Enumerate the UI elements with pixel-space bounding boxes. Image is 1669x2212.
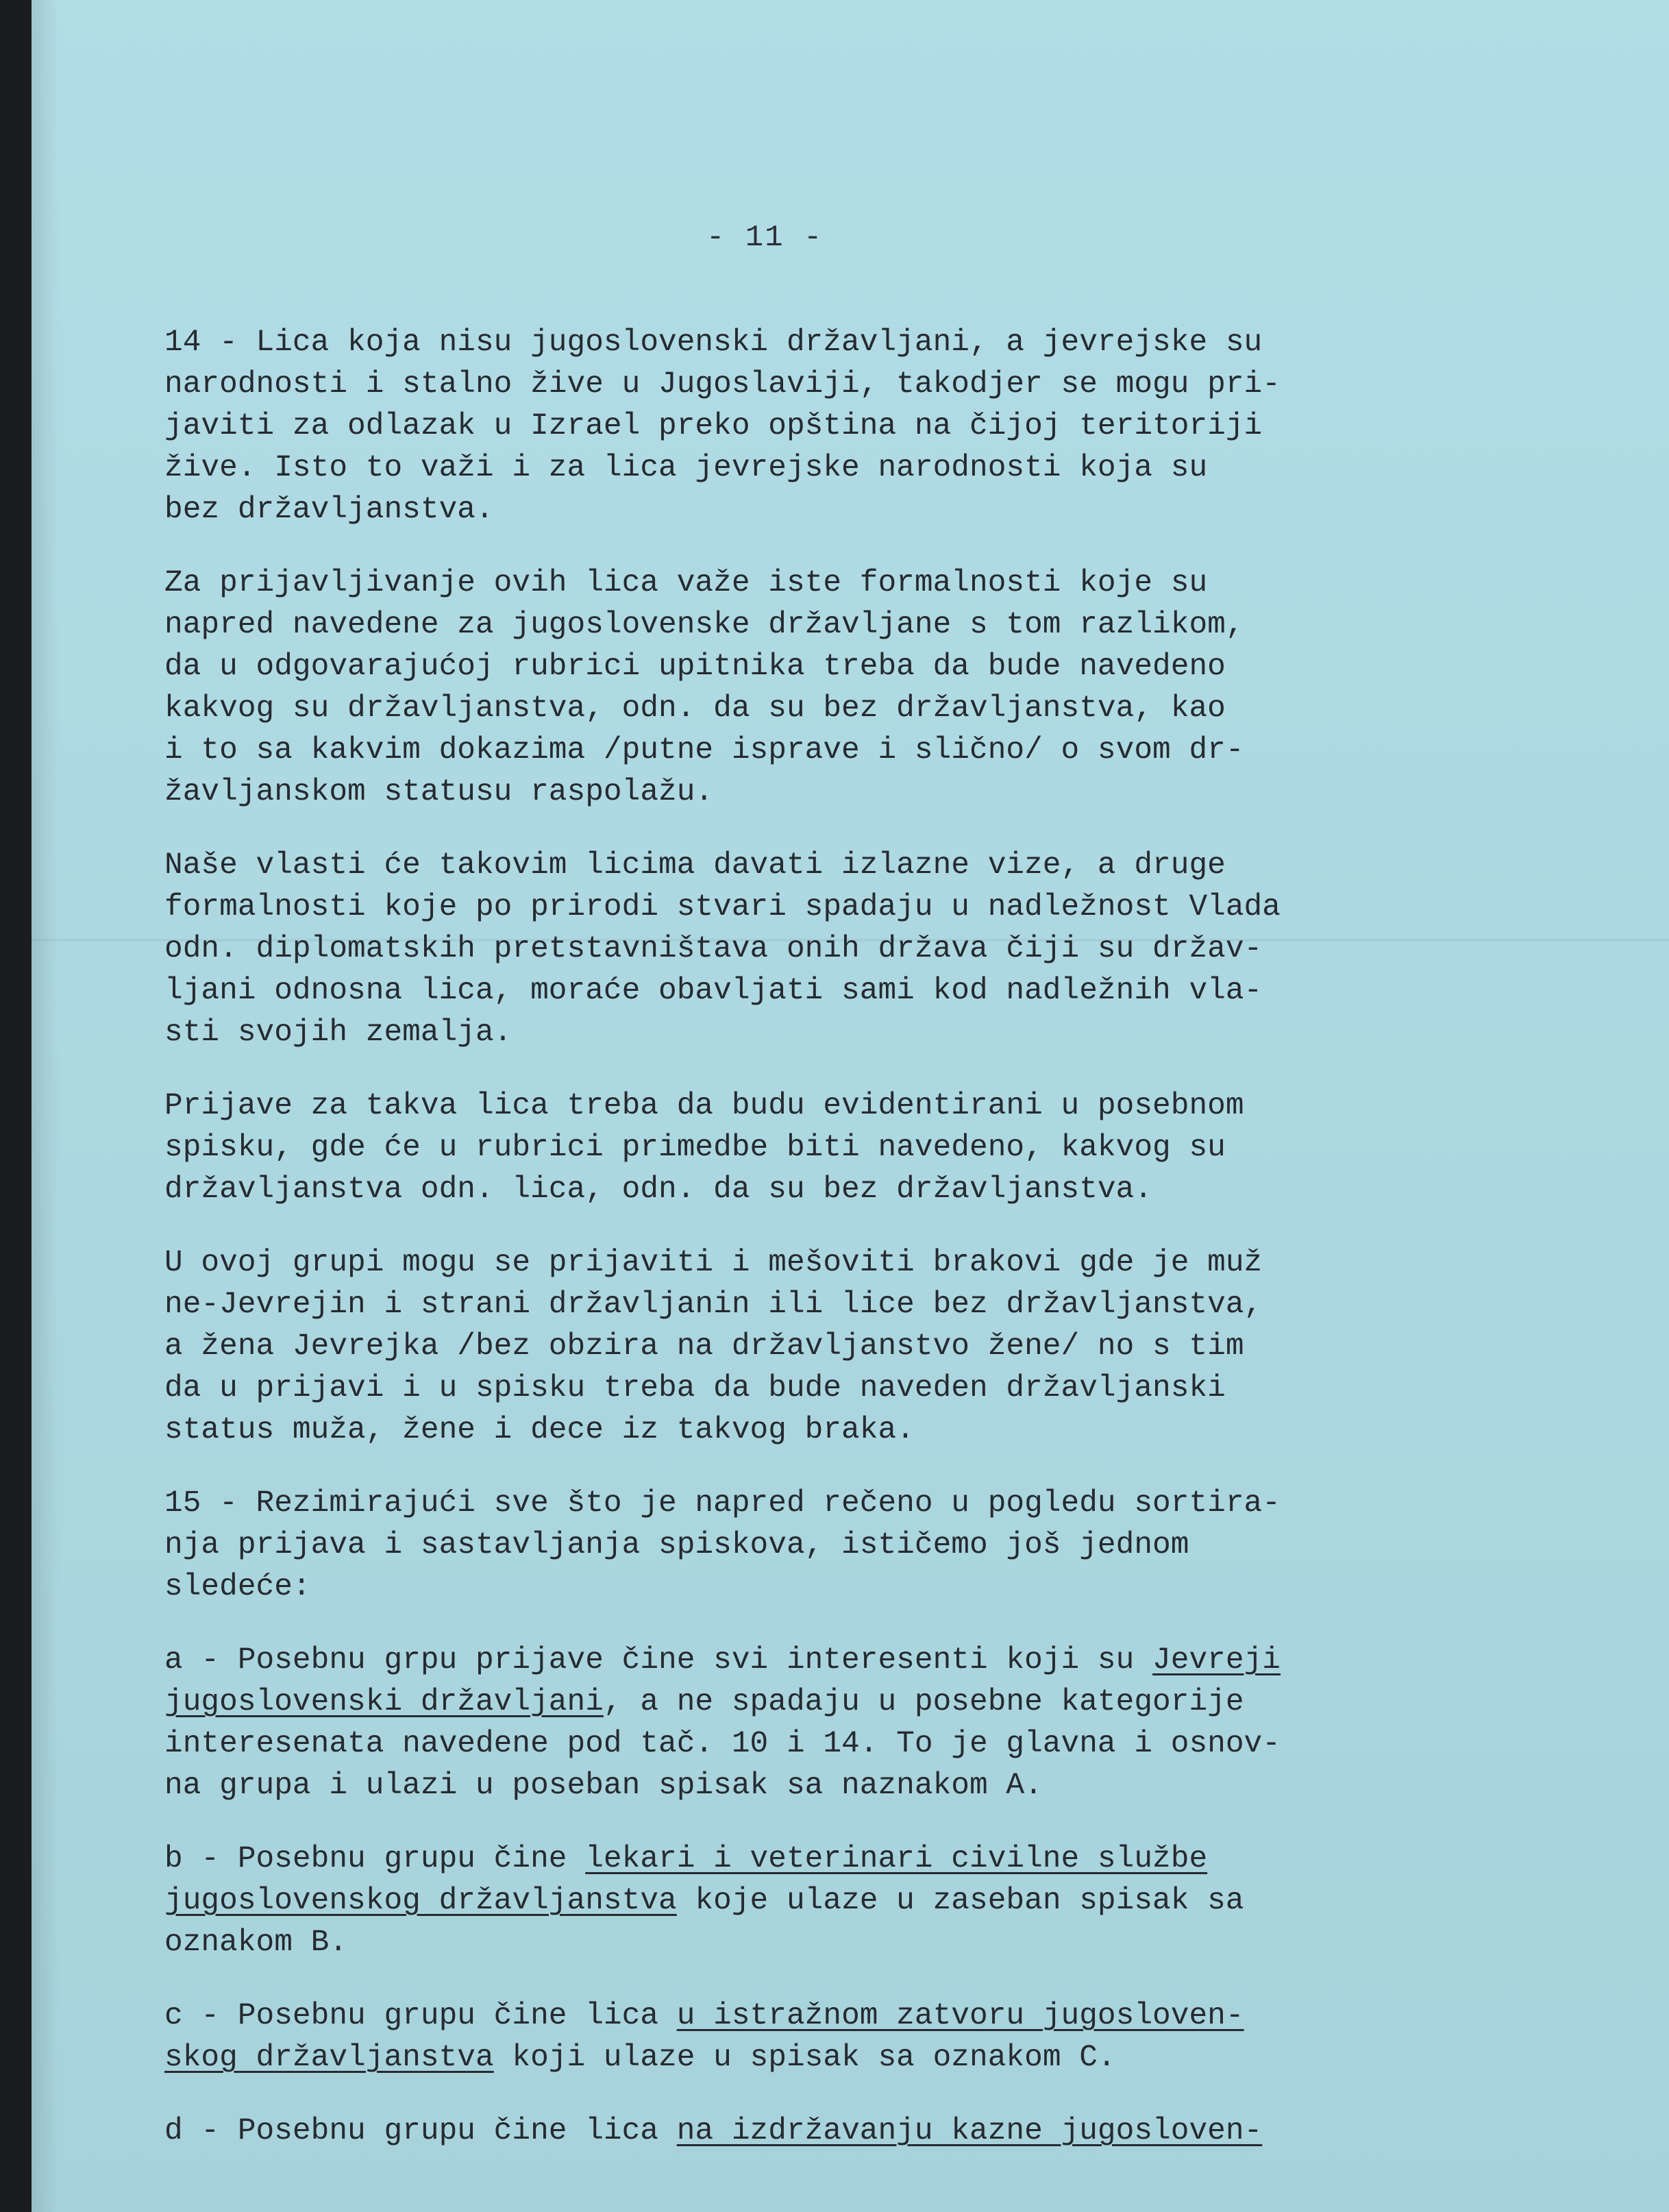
text-line	[164, 1085, 1535, 1127]
text-line	[164, 1682, 1535, 1723]
text-segment: na grupa i ulazi u poseban spisak sa naznakom A.	[164, 1769, 1043, 1803]
text-line	[164, 1368, 1535, 1410]
paragraph	[164, 322, 1535, 531]
paragraph	[164, 845, 1535, 1054]
text-segment: a - Posebnu grpu prijave čine svi interesenti koji su	[164, 1643, 1153, 1678]
text-line	[164, 1640, 1535, 1682]
text-line	[164, 1169, 1535, 1211]
text-line	[164, 845, 1535, 887]
text-line	[164, 1525, 1535, 1566]
text-line	[164, 1127, 1535, 1169]
page-number: - 11 -	[706, 221, 824, 255]
text-segment: d - Posebnu grupu čine lica	[164, 2114, 677, 2148]
underlined-text: lekari i veterinari civilne službe	[585, 1842, 1208, 1876]
text-segment: i to sa kakvim dokazima /putne isprave i slično/ o svom dr-	[164, 733, 1244, 767]
text-line	[164, 1880, 1535, 1922]
text-line	[164, 1483, 1535, 1525]
text-line	[164, 2111, 1535, 2152]
text-line	[164, 887, 1535, 929]
text-line	[164, 447, 1535, 489]
text-line	[164, 563, 1535, 604]
underlined-text: u istražnom zatvoru jugosloven-	[676, 1999, 1244, 2033]
text-line	[164, 929, 1535, 970]
text-line	[164, 688, 1535, 730]
text-segment: ljani odnosna lica, moraće obavljati sami kod nadležnih vla-	[164, 974, 1263, 1008]
text-line	[164, 1284, 1535, 1326]
text-segment: a žena Jevrejka /bez obzira na državljanstvo žene/ no s tim	[164, 1329, 1244, 1364]
text-segment: sti svojih zemalja.	[164, 1016, 512, 1050]
text-line	[164, 406, 1535, 447]
text-line	[164, 1922, 1535, 1964]
paragraph	[164, 1839, 1535, 1964]
text-line	[164, 1995, 1535, 2037]
text-line	[164, 772, 1535, 813]
text-segment: status muža, žene i dece iz takvog braka.	[164, 1413, 915, 1447]
paragraph	[164, 1242, 1535, 1451]
underlined-text: na izdržavanju kazne jugosloven-	[676, 2114, 1263, 2148]
text-segment: interesenata navedene pod tač. 10 i 14. To je glavna i osnov-	[164, 1727, 1281, 1761]
text-line	[164, 646, 1535, 688]
text-segment: b - Posebnu grupu čine	[164, 1842, 586, 1876]
text-line	[164, 489, 1535, 531]
text-segment: U ovoj grupi mogu se prijaviti i mešoviti brakovi gde je muž	[164, 1246, 1263, 1280]
text-segment: 15 - Rezimirajući sve što je napred rečeno u pogledu sortira-	[164, 1486, 1281, 1521]
text-line	[164, 970, 1535, 1012]
text-segment: da u odgovarajućoj rubrici upitnika treba da bude navedeno	[164, 650, 1226, 684]
text-segment: da u prijavi i u spisku treba da bude naveden državljanski	[164, 1371, 1226, 1405]
text-segment: javiti za odlazak u Izrael preko opština na čijoj teritoriji	[164, 409, 1263, 443]
paragraph	[164, 1085, 1535, 1211]
text-segment: Prijave za takva lica treba da budu evidentirani u posebnom	[164, 1089, 1244, 1123]
text-segment: koji ulaze u spisak sa oznakom C.	[493, 2041, 1116, 2075]
text-line	[164, 604, 1535, 646]
text-segment: odn. diplomatskih pretstavništava onih država čiji su držav-	[164, 932, 1263, 966]
text-line	[164, 322, 1535, 364]
underlined-text: jugoslovenski državljani	[164, 1685, 604, 1719]
text-line	[164, 364, 1535, 406]
text-segment: 14 - Lica koja nisu jugoslovenski državljani, a jevrejske su	[164, 325, 1263, 360]
text-segment: formalnosti koje po prirodi stvari spadaju u nadležnost Vlada	[164, 890, 1281, 924]
text-segment: narodnosti i stalno žive u Jugoslaviji, takodjer se mogu pri-	[164, 367, 1281, 402]
text-segment: Za prijavljivanje ovih lica važe iste formalnosti koje su	[164, 566, 1208, 600]
text-line	[164, 1242, 1535, 1284]
text-segment: žive. Isto to važi i za lica jevrejske narodnosti koja su	[164, 451, 1208, 485]
text-segment: državljanstva odn. lica, odn. da su bez državljanstva.	[164, 1172, 1153, 1207]
text-segment: c - Posebnu grupu čine lica	[164, 1999, 677, 2033]
underlined-text: skog državljanstva	[164, 2041, 494, 2075]
document-body	[164, 322, 1535, 2184]
paragraph	[164, 563, 1535, 813]
text-segment: kakvog su državljanstva, odn. da su bez državljanstva, kao	[164, 691, 1226, 726]
text-line	[164, 1410, 1535, 1451]
underlined-text: jugoslovenskog državljanstva	[164, 1884, 677, 1918]
text-line	[164, 1765, 1535, 1807]
text-segment: Naše vlasti će takovim licima davati izlazne vize, a druge	[164, 848, 1226, 883]
text-segment: oznakom B.	[164, 1926, 348, 1960]
text-line	[164, 1566, 1535, 1608]
text-line	[164, 1723, 1535, 1765]
paragraph	[164, 1483, 1535, 1608]
text-segment: spisku, gde će u rubrici primedbe biti navedeno, kakvog su	[164, 1131, 1226, 1165]
text-segment: bez državljanstva.	[164, 493, 494, 527]
text-line	[164, 1326, 1535, 1368]
text-segment: ne-Jevrejin i strani državljanin ili lice bez državljanstva,	[164, 1288, 1263, 1322]
text-line	[164, 730, 1535, 772]
text-segment: , a ne spadaju u posebne kategorije	[603, 1685, 1244, 1719]
paragraph	[164, 1995, 1535, 2079]
text-line	[164, 1839, 1535, 1880]
text-segment: napred navedene za jugoslovenske državljane s tom razlikom,	[164, 608, 1244, 642]
paragraph	[164, 1640, 1535, 1807]
text-segment: koje ulaze u zaseban spisak sa	[676, 1884, 1244, 1918]
text-line	[164, 2037, 1535, 2079]
document-page	[32, 0, 1669, 2212]
text-segment: žavljanskom statusu raspolažu.	[164, 775, 714, 809]
text-segment: sledeće:	[164, 1570, 311, 1604]
text-segment: nja prijava i sastavljanja spiskova, ističemo još jednom	[164, 1528, 1189, 1562]
text-line	[164, 1012, 1535, 1054]
paragraph	[164, 2111, 1535, 2152]
underlined-text: Jevreji	[1152, 1643, 1281, 1678]
